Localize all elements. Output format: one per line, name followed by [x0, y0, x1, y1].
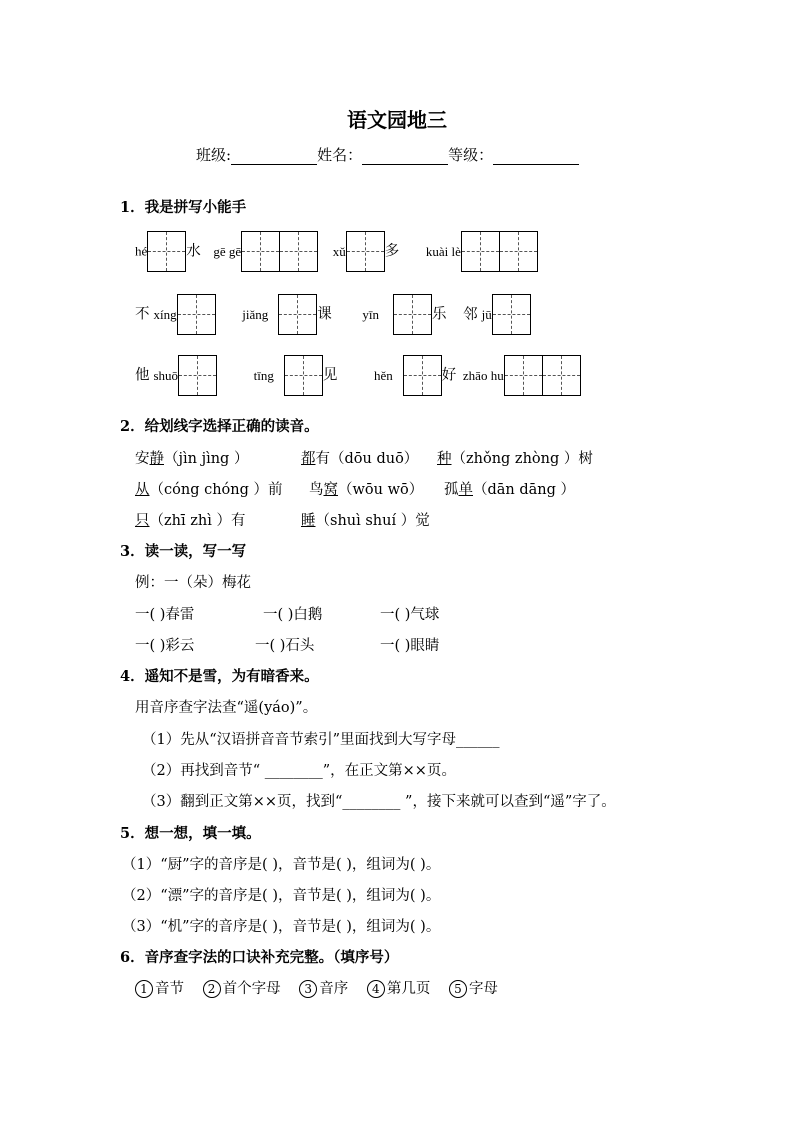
q2-item: 种（zhǒng zhòng ）树 — [437, 451, 593, 467]
q3-heading: 3．读一读，写一写 — [120, 543, 247, 560]
q3-item[interactable]: 一( )春雷 — [135, 607, 195, 623]
q1-row1 — [135, 231, 538, 272]
tianzige-grid[interactable] — [178, 355, 217, 396]
name-field[interactable] — [362, 148, 448, 165]
q2-item: 从（cóng chóng ）前 — [135, 482, 283, 498]
underlined-char: 睡 — [301, 513, 316, 529]
char-duo: 多 — [384, 243, 400, 260]
pinyin-xu: xǔ — [332, 243, 346, 259]
circled-number: 4 — [367, 980, 385, 998]
student-info — [196, 144, 579, 165]
pinyin-jiang: jiǎng — [242, 306, 269, 322]
q2-item: 鸟窝（wōu wō） — [309, 482, 424, 498]
q2-heading: 2．给划线字选择正确的读音。 — [120, 418, 319, 435]
q4-heading: 4．遥知不是雪，为有暗香来。 — [120, 668, 319, 685]
q4-step2[interactable]: （2）再找到音节“ ________”，在正文第××页。 — [142, 763, 456, 779]
underlined-char: 窝 — [323, 482, 338, 498]
tianzige-grid[interactable] — [177, 294, 216, 335]
q5-item[interactable]: （3）“机”字的音序是( )，音节是( )，组词为( )。 — [122, 919, 441, 935]
tianzige-grid[interactable] — [147, 231, 186, 272]
pinyin-kuaile: kuài lè — [425, 243, 461, 259]
pinyin-shuo: shuō — [153, 367, 179, 383]
circled-number: 1 — [135, 980, 153, 998]
q3-item[interactable]: 一( )白鹅 — [263, 607, 323, 623]
q5-item[interactable]: （1）“厨”字的音序是( )，音节是( )，组词为( )。 — [122, 857, 441, 873]
underlined-char: 单 — [458, 482, 473, 498]
grade-label: 等级： — [448, 146, 494, 164]
underlined-char: 都 — [301, 451, 316, 467]
underlined-char: 从 — [135, 482, 150, 498]
char-lin: 邻 — [463, 306, 478, 323]
page-title: 语文园地三 — [347, 108, 447, 132]
option-item: 4 第几页 — [367, 981, 431, 997]
underlined-char: 种 — [437, 451, 452, 467]
q2-item: 都有（dōu duō） — [301, 451, 419, 467]
pinyin-ting: tīng — [253, 367, 274, 383]
tianzige-grid[interactable] — [461, 231, 538, 272]
circled-number: 2 — [203, 980, 221, 998]
q3-item[interactable]: 一( )彩云 — [135, 638, 195, 654]
q2-item: 睡（shuì shuí ）觉 — [301, 513, 430, 529]
circled-number: 3 — [299, 980, 317, 998]
q2-item: 只（zhī zhì ）有 — [135, 513, 246, 529]
pinyin-zhaohu: zhāo hu — [462, 367, 504, 383]
tianzige-grid[interactable] — [492, 294, 531, 335]
tianzige-grid[interactable] — [504, 355, 581, 396]
q3-example: 例：一（朵）梅花 — [135, 575, 251, 591]
name-label: 姓名： — [317, 146, 363, 164]
q3-item[interactable]: 一( )眼睛 — [380, 638, 440, 654]
q2-item: 安静（jìn jìng ） — [135, 451, 249, 467]
class-label: 班级: — [196, 146, 232, 164]
char-ta: 他 — [135, 367, 150, 384]
q4-intro: 用音序查字法查“遥(yáo)”。 — [135, 700, 318, 716]
underlined-char: 静 — [149, 451, 164, 467]
char-jian: 见 — [322, 367, 338, 384]
q5-item[interactable]: （2）“漂”字的音序是( )，音节是( )，组词为( )。 — [122, 888, 441, 904]
pinyin-gege: gē gē — [213, 243, 242, 259]
pinyin-xing: xíng — [153, 306, 177, 322]
pinyin-he: hé — [135, 243, 148, 259]
tianzige-grid[interactable] — [403, 355, 442, 396]
char-le: 乐 — [431, 306, 447, 323]
q1-row3 — [135, 355, 581, 396]
q1-heading: 1．我是拼写小能手 — [120, 199, 247, 216]
class-field[interactable] — [231, 148, 317, 165]
char-shui: 水 — [186, 243, 201, 260]
circled-number: 5 — [449, 980, 467, 998]
option-item: 1 音节 — [135, 981, 184, 997]
q6-options — [135, 977, 498, 998]
q4-step1[interactable]: （1）先从“汉语拼音音节索引”里面找到大写字母______ — [142, 732, 500, 748]
char-ke: 课 — [317, 306, 332, 323]
char-hao: 好 — [441, 367, 457, 384]
option-item: 2 首个字母 — [203, 981, 281, 997]
pinyin-ju: jū — [481, 306, 492, 322]
tianzige-grid[interactable] — [346, 231, 385, 272]
q3-item[interactable]: 一( )气球 — [380, 607, 440, 623]
option-item: 5 字母 — [449, 981, 498, 997]
q3-item[interactable]: 一( )石头 — [255, 638, 315, 654]
q2-item: 孤单（dān dāng ） — [444, 482, 576, 498]
option-item: 3 音序 — [299, 981, 348, 997]
q4-step3[interactable]: （3）翻到正文第××页，找到“________ ”，接下来就可以查到“遥”字了。 — [142, 794, 616, 810]
tianzige-grid[interactable] — [393, 294, 432, 335]
pinyin-yin: yīn — [362, 306, 379, 322]
q6-heading: 6．音序查字法的口诀补充完整。（填序号） — [120, 949, 399, 966]
tianzige-grid[interactable] — [284, 355, 323, 396]
pinyin-hen: hěn — [374, 367, 393, 383]
q1-row2 — [135, 294, 531, 335]
tianzige-grid[interactable] — [241, 231, 318, 272]
tianzige-grid[interactable] — [278, 294, 317, 335]
q5-heading: 5．想一想，填一填。 — [120, 825, 261, 842]
char-bu: 不 — [135, 306, 150, 323]
underlined-char: 只 — [135, 513, 150, 529]
grade-field[interactable] — [493, 148, 579, 165]
